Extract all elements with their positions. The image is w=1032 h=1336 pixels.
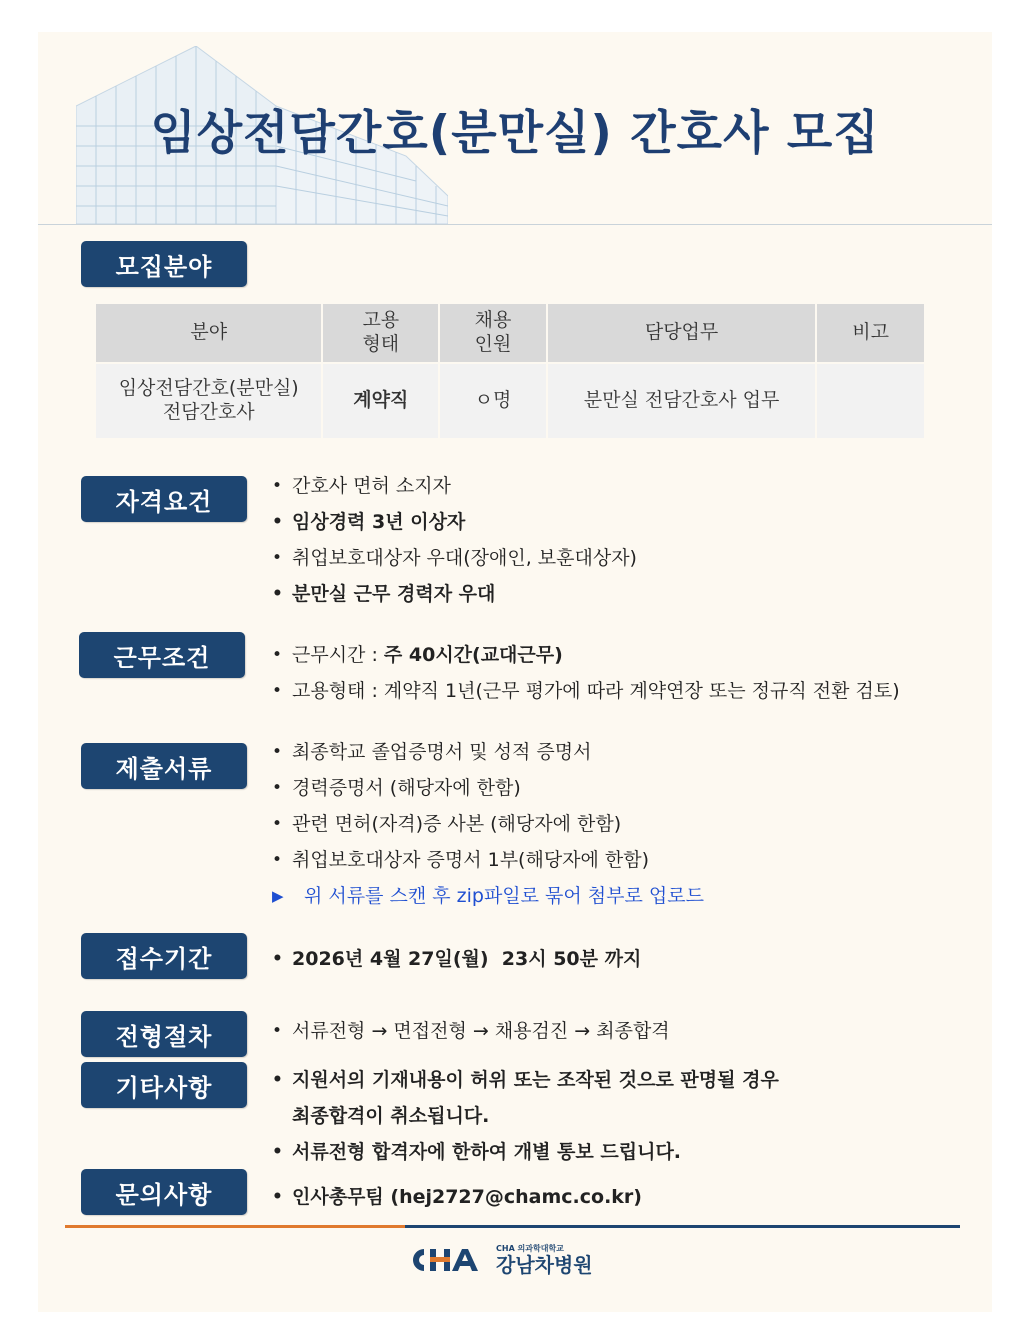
header bbox=[38, 32, 992, 225]
footer-divider-orange bbox=[65, 1225, 405, 1228]
conditions-list bbox=[270, 637, 900, 709]
list-item: • 인사총무팀 (hej2727@chamc.co.kr) bbox=[270, 1179, 642, 1215]
cha-logo-icon bbox=[410, 1245, 482, 1275]
header-count: 채용 인원 bbox=[439, 303, 547, 363]
section-label-documents: 제출서류 bbox=[81, 743, 247, 789]
list-item: • 간호사 면허 소지자 bbox=[270, 468, 637, 504]
list-item: • 서류전형 → 면접전형 → 채용검진 → 최종합격 bbox=[270, 1013, 670, 1049]
list-item: • 최종학교 졸업증명서 및 성적 증명서 bbox=[270, 734, 704, 770]
cell-duty: 분만실 전담간호사 업무 bbox=[547, 363, 816, 439]
hours-label: 근무시간 : bbox=[292, 644, 384, 666]
list-item: 최종합격이 취소됩니다. bbox=[292, 1105, 490, 1127]
section-label-recruit: 모집분야 bbox=[81, 241, 247, 287]
section-label-contact: 문의사항 bbox=[81, 1169, 247, 1215]
list-item bbox=[270, 637, 900, 673]
cell-note bbox=[816, 363, 925, 439]
cell-count: ㅇ명 bbox=[439, 363, 547, 439]
documents-note: ▶ 위 서류를 스캔 후 zip파일로 묶어 첨부로 업로드 bbox=[270, 878, 704, 914]
list-item: • 고용형태 : 계약직 1년(근무 평가에 따라 계약연장 또는 정규직 전환 검토) bbox=[270, 673, 900, 709]
section-label-process: 전형절차 bbox=[81, 1011, 247, 1057]
header-field: 분야 bbox=[95, 303, 322, 363]
hospital-logo bbox=[410, 1244, 593, 1276]
list-item: • 지원서의 기재내용이 허위 또는 조작된 것으로 판명될 경우 bbox=[270, 1062, 779, 1098]
hours-value: 주 40시간(교대근무) bbox=[383, 644, 563, 666]
list-item: • 관련 면허(자격)증 사본 (해당자에 한함) bbox=[270, 806, 704, 842]
section-label-etc: 기타사항 bbox=[81, 1062, 247, 1108]
list-item: • 경력증명서 (해당자에 한함) bbox=[270, 770, 704, 806]
period-list bbox=[270, 941, 641, 977]
contact-list bbox=[270, 1179, 642, 1215]
logo-title: 강남차병원 bbox=[496, 1253, 593, 1277]
documents-list bbox=[270, 734, 704, 914]
process-list bbox=[270, 1013, 670, 1049]
qualification-list bbox=[270, 468, 637, 612]
section-label-conditions: 근무조건 bbox=[79, 632, 245, 678]
cell-field: 임상전담간호(분만실) 전담간호사 bbox=[95, 363, 322, 439]
list-item: • 2026년 4월 27일(월) 23시 50분 까지 bbox=[270, 941, 641, 977]
header-duty: 담당업무 bbox=[547, 303, 816, 363]
recruit-table bbox=[94, 302, 926, 440]
footer-divider-navy bbox=[405, 1225, 960, 1228]
header-type: 고용 형태 bbox=[322, 303, 439, 363]
list-item: • 취업보호대상자 우대(장애인, 보훈대상자) bbox=[270, 540, 637, 576]
section-label-qualification: 자격요건 bbox=[81, 476, 247, 522]
list-item: • 분만실 근무 경력자 우대 bbox=[270, 576, 637, 612]
section-label-period: 접수기간 bbox=[81, 933, 247, 979]
list-item: • 임상경력 3년 이상자 bbox=[270, 504, 637, 540]
header-note: 비고 bbox=[816, 303, 925, 363]
poster bbox=[38, 32, 992, 1312]
etc-list bbox=[270, 1062, 779, 1170]
table-header-row bbox=[95, 303, 925, 363]
list-item: • 취업보호대상자 증명서 1부(해당자에 한함) bbox=[270, 842, 704, 878]
page-title: 임상전담간호(분만실) 간호사 모집 bbox=[150, 106, 880, 161]
list-item: • 서류전형 합격자에 한하여 개별 통보 드립니다. bbox=[270, 1134, 779, 1170]
cell-type: 계약직 bbox=[322, 363, 439, 439]
table-row bbox=[95, 363, 925, 439]
logo-subtitle: CHA 의과학대학교 bbox=[496, 1244, 564, 1253]
